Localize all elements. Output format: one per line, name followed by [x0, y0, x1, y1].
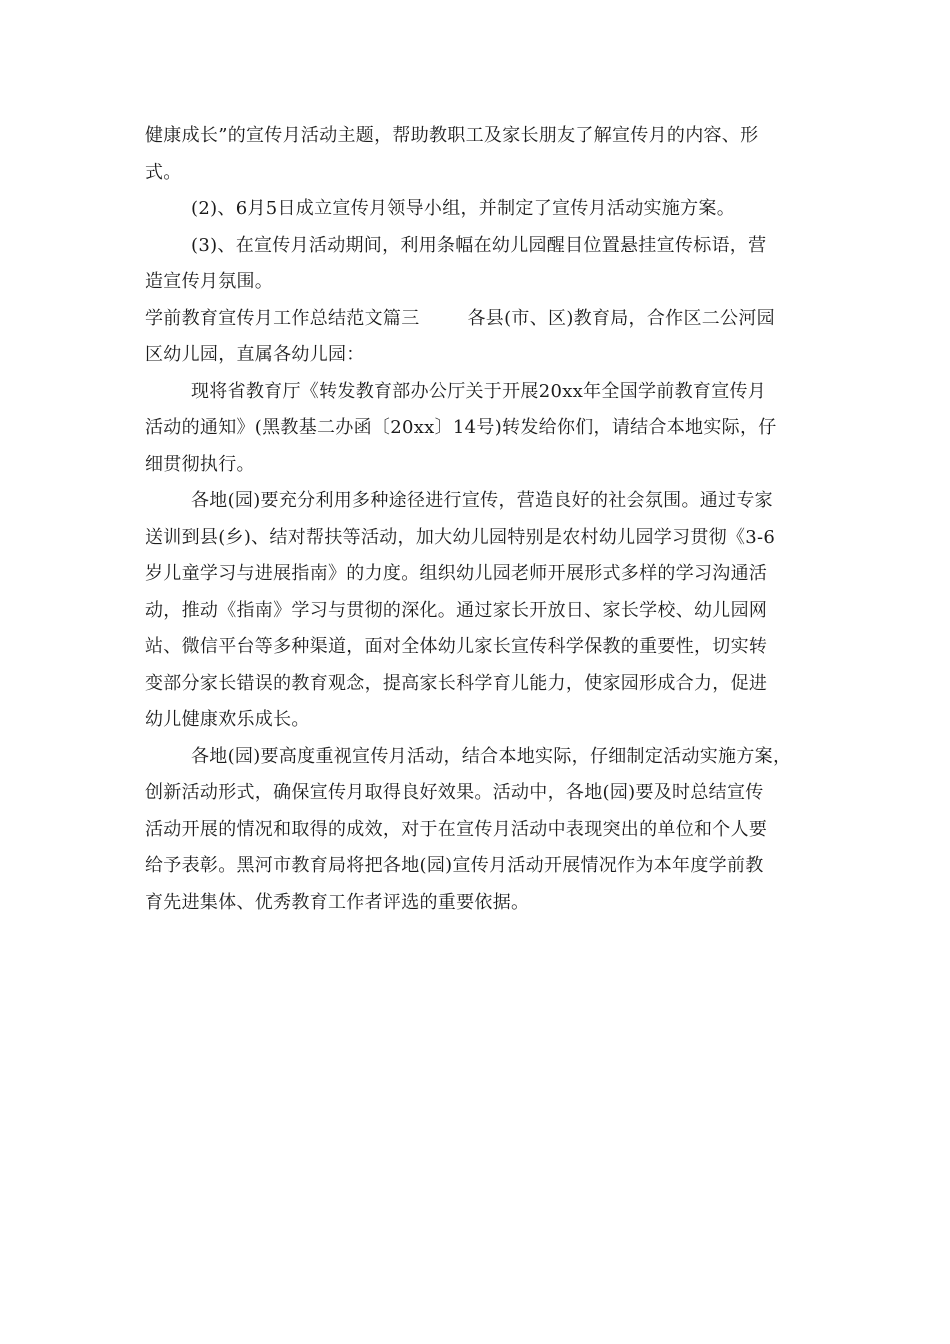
paragraph-line: 站、微信平台等多种渠道，面对全体幼儿家长宣传科学保教的重要性，切实转 — [145, 636, 768, 657]
paragraph-line: 给予表彰。黑河市教育局将把各地(园)宣传月活动开展情况作为本年度学前教 — [145, 855, 764, 876]
paragraph-line: 细贯彻执行。 — [145, 453, 255, 475]
paragraph-line: 式。 — [145, 161, 182, 183]
paragraph-line: 活动的通知》(黑教基二办函〔20xx〕14号)转发给你们，请结合本地实际，仔 — [145, 417, 777, 438]
paragraph-line: 造宣传月氛围。 — [145, 271, 274, 292]
paragraph-line: 岁儿童学习与进展指南》的力度。组织幼儿园老师开展形式多样的学习沟通活 — [145, 563, 768, 584]
paragraph-line: 健康成长”的宣传月活动主题，帮助教职工及家长朋友了解宣传月的内容、形 — [145, 125, 759, 146]
paragraph-line: 现将省教育厅《转发教育部办公厅关于开展20xx年全国学前教育宣传月 — [191, 380, 767, 402]
paragraph-line: 各地(园)要充分利用多种途径进行宣传，营造良好的社会氛围。通过专家 — [191, 490, 773, 511]
paragraph-line: 区幼儿园，直属各幼儿园： — [145, 344, 365, 365]
paragraph-line: 送训到县(乡)、结对帮扶等活动，加大幼儿园特别是农村幼儿园学习贯彻《3-6 — [145, 526, 776, 548]
paragraph-line: 动，推动《指南》学习与贯彻的深化。通过家长开放日、家长学校、幼儿园网 — [145, 599, 768, 621]
document-body — [145, 118, 815, 921]
paragraph-line: 各地(园)要高度重视宣传月活动，结合本地实际，仔细制定活动实施方案， — [191, 745, 792, 767]
paragraph-line: 变部分家长错误的教育观念，提高家长科学育儿能力，使家园形成合力，促进 — [145, 672, 768, 694]
paragraph-line: 育先进集体、优秀教育工作者评选的重要依据。 — [145, 891, 530, 913]
section-title-continuation: 各县(市、区)教育局，合作区二公河园 — [467, 307, 775, 329]
section-heading-line — [145, 301, 815, 338]
paragraph-line: (3)、在宣传月活动期间，利用条幅在幼儿园醒目位置悬挂宣传标语，营 — [191, 234, 767, 256]
paragraph-line: 幼儿健康欢乐成长。 — [145, 709, 310, 730]
paragraph-line: 活动开展的情况和取得的成效，对于在宣传月活动中表现突出的单位和个人要 — [145, 818, 768, 840]
paragraph-line: (2)、6月5日成立宣传月领导小组，并制定了宣传月活动实施方案。 — [191, 198, 735, 219]
section-title: 学前教育宣传月工作总结范文篇三 — [145, 307, 420, 329]
paragraph-line: 创新活动形式，确保宣传月取得良好效果。活动中，各地(园)要及时总结宣传 — [145, 782, 764, 803]
